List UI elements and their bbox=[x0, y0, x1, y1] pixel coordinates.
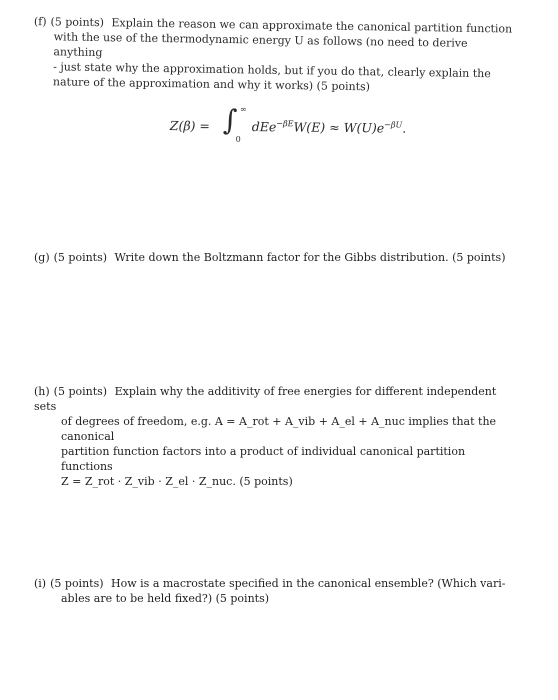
equation-end: . bbox=[402, 120, 407, 136]
question-g-line-1: Write down the Boltzmann factor for the Gibbs distribution. (5 points) bbox=[114, 251, 506, 264]
question-f-line-2: with the use of the thermodynamic energy U as follows (no need to derive anything bbox=[53, 30, 468, 60]
question-f-line-1: Explain the reason we can approximate the canonical partition function bbox=[111, 16, 513, 36]
integral-upper-limit: ∞ bbox=[239, 104, 247, 114]
equation-middle: W(E) ≈ W(U)e bbox=[293, 119, 385, 136]
question-h-line-4: Z = Z_rot · Z_vib · Z_el · Z_nuc. (5 points) bbox=[61, 475, 293, 488]
question-g-points: (5 points) bbox=[53, 251, 108, 264]
question-f-points: (5 points) bbox=[50, 15, 105, 30]
question-i-label: (i) bbox=[34, 577, 47, 590]
question-h-label: (h) bbox=[34, 385, 50, 398]
question-h-line-3: partition function factors into a product of individual canonical partition functions bbox=[61, 445, 466, 473]
equation-exponent-1: −βE bbox=[276, 119, 294, 129]
integral-lower-limit: 0 bbox=[235, 134, 241, 144]
integral-sign: ∫ bbox=[222, 103, 238, 137]
equation-lhs: Z(β) = bbox=[169, 117, 211, 134]
question-i-points: (5 points) bbox=[50, 577, 104, 590]
partition-function-equation bbox=[169, 103, 430, 147]
question-f bbox=[33, 14, 520, 97]
question-f-line-3: - just state why the approximation holds, but if you do that, clearly explain the bbox=[53, 60, 491, 81]
question-i bbox=[34, 576, 520, 606]
question-g bbox=[34, 250, 524, 265]
question-f-line-4: nature of the approximation and why it works) (5 points) bbox=[52, 75, 371, 94]
equation-rhs bbox=[252, 119, 407, 136]
question-f-label: (f) bbox=[33, 14, 47, 29]
question-h-points: (5 points) bbox=[53, 385, 108, 398]
question-h-line-1: Explain why the additivity of free energies for different independent sets bbox=[34, 385, 497, 413]
equation-integrand: dEe bbox=[251, 119, 277, 135]
question-h-line-2: of degrees of freedom, e.g. A = A_rot + A_vib + A_el + A_nuc implies that the canonical bbox=[61, 415, 497, 443]
question-i-line-1: How is a macrostate specified in the canonical ensemble? (Which vari- bbox=[111, 577, 506, 590]
question-i-line-2: ables are to be held fixed?) (5 points) bbox=[61, 592, 270, 605]
equation-exponent-2: −βU bbox=[384, 120, 403, 130]
question-h bbox=[34, 384, 520, 489]
question-g-label: (g) bbox=[34, 251, 50, 264]
